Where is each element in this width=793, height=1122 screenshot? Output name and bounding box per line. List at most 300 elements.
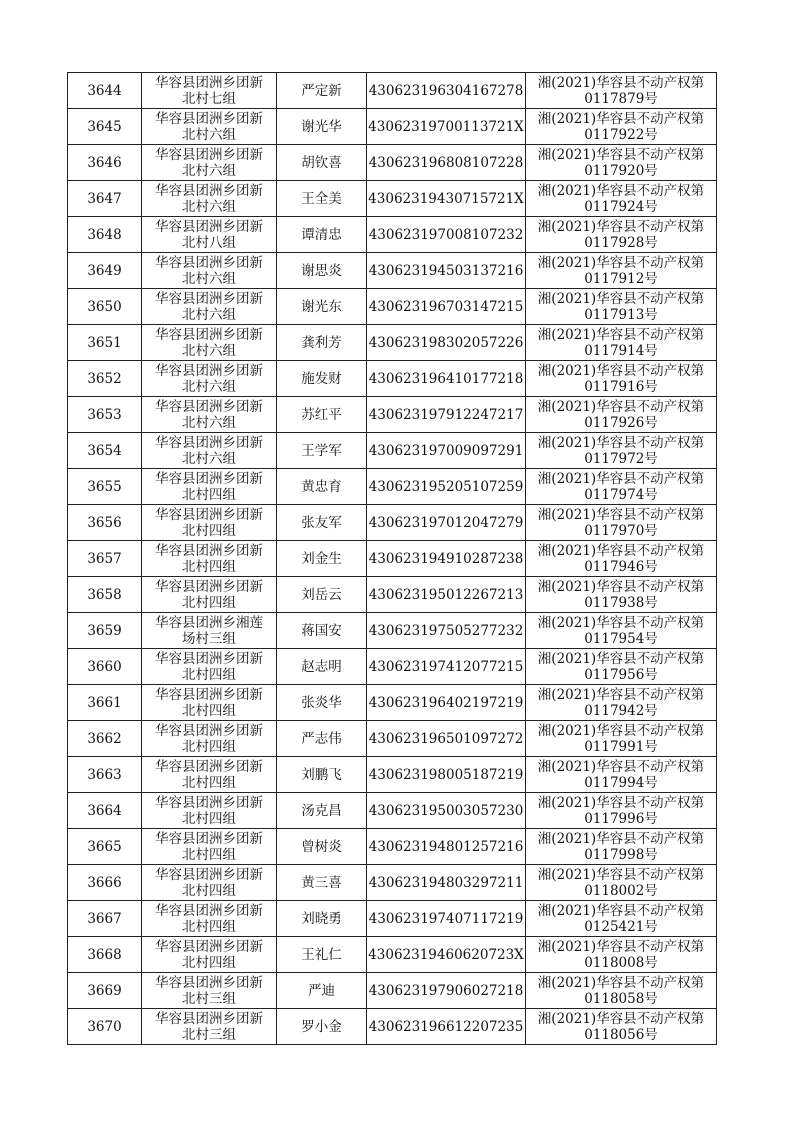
table-row — [68, 937, 717, 973]
address-line-1: 华容县团洲乡团新 — [155, 758, 263, 775]
address-line-2: 场村三组 — [182, 630, 236, 647]
address-line-2: 北村四组 — [182, 882, 236, 899]
table-row — [68, 685, 717, 721]
serial-number: 3655 — [87, 478, 122, 495]
id-number: 430623197009097291 — [368, 442, 524, 459]
certificate-cell — [526, 109, 717, 145]
certificate-cell — [526, 721, 717, 757]
id-number: 430623197012047279 — [368, 514, 524, 531]
owner-name-cell — [277, 325, 367, 361]
address-cell — [142, 253, 277, 289]
owner-name: 严迪 — [308, 982, 335, 999]
certificate-cell — [526, 73, 717, 109]
address-line-1: 华容县团洲乡湘莲 — [155, 614, 263, 631]
serial-number: 3652 — [87, 370, 122, 387]
id-number-cell — [367, 289, 526, 325]
certificate-cell — [526, 505, 717, 541]
certificate-line-2: 0118058号 — [584, 990, 658, 1007]
address-cell — [142, 541, 277, 577]
serial-number: 3649 — [87, 262, 122, 279]
owner-name-cell — [277, 397, 367, 433]
id-number-cell — [367, 361, 526, 397]
id-number-cell — [367, 433, 526, 469]
owner-name: 胡钦喜 — [301, 154, 342, 171]
owner-name: 谢光东 — [301, 298, 342, 315]
address-line-1: 华容县团洲乡团新 — [155, 398, 263, 415]
address-cell — [142, 73, 277, 109]
serial-number: 3645 — [87, 118, 122, 135]
address-line-1: 华容县团洲乡团新 — [155, 362, 263, 379]
id-number: 430623194910287238 — [368, 550, 524, 567]
certificate-cell — [526, 577, 717, 613]
owner-name-cell — [277, 649, 367, 685]
table-row — [68, 973, 717, 1009]
owner-name: 刘鹏飞 — [301, 766, 342, 783]
address-line-1: 华容县团洲乡团新 — [155, 506, 263, 523]
serial-number: 3667 — [87, 910, 122, 927]
certificate-line-2: 0117996号 — [584, 810, 658, 827]
table-row — [68, 217, 717, 253]
certificate-cell — [526, 253, 717, 289]
certificate-line-1: 湘(2021)华容县不动产权第 — [537, 722, 705, 739]
owner-name: 罗小金 — [301, 1018, 342, 1035]
table-row — [68, 757, 717, 793]
certificate-line-1: 湘(2021)华容县不动产权第 — [537, 146, 705, 163]
owner-name: 黄忠育 — [301, 478, 342, 495]
id-number-cell — [367, 649, 526, 685]
id-number-cell — [367, 109, 526, 145]
address-line-1: 华容县团洲乡团新 — [155, 1010, 263, 1027]
serial-number: 3651 — [87, 334, 122, 351]
address-line-2: 北村六组 — [182, 342, 236, 359]
address-line-2: 北村七组 — [182, 90, 236, 107]
certificate-line-2: 0117946号 — [584, 558, 658, 575]
serial-number: 3660 — [87, 658, 122, 675]
serial-number: 3666 — [87, 874, 122, 891]
serial-number: 3664 — [87, 802, 122, 819]
certificate-cell — [526, 613, 717, 649]
address-cell — [142, 829, 277, 865]
id-number-cell — [367, 937, 526, 973]
address-cell — [142, 469, 277, 505]
address-cell — [142, 793, 277, 829]
serial-number-cell — [68, 793, 142, 829]
registry-table — [67, 72, 717, 1045]
certificate-line-2: 0117912号 — [584, 270, 658, 287]
serial-number: 3669 — [87, 982, 122, 999]
owner-name-cell — [277, 541, 367, 577]
id-number-cell — [367, 145, 526, 181]
address-line-1: 华容县团洲乡团新 — [155, 470, 263, 487]
certificate-cell — [526, 685, 717, 721]
owner-name-cell — [277, 289, 367, 325]
serial-number: 3668 — [87, 946, 122, 963]
address-line-1: 华容县团洲乡团新 — [155, 578, 263, 595]
owner-name: 赵志明 — [301, 658, 342, 675]
serial-number-cell — [68, 397, 142, 433]
certificate-line-2: 0117938号 — [584, 594, 658, 611]
owner-name: 施发财 — [301, 370, 342, 387]
certificate-line-1: 湘(2021)华容县不动产权第 — [537, 182, 705, 199]
address-cell — [142, 181, 277, 217]
address-line-1: 华容县团洲乡团新 — [155, 290, 263, 307]
id-number-cell — [367, 73, 526, 109]
address-line-2: 北村四组 — [182, 774, 236, 791]
address-line-1: 华容县团洲乡团新 — [155, 974, 263, 991]
certificate-line-1: 湘(2021)华容县不动产权第 — [537, 542, 705, 559]
address-line-2: 北村四组 — [182, 558, 236, 575]
id-number-cell — [367, 757, 526, 793]
serial-number-cell — [68, 181, 142, 217]
id-number-cell — [367, 829, 526, 865]
serial-number: 3659 — [87, 622, 122, 639]
id-number: 430623198302057226 — [368, 334, 524, 351]
id-number: 430623195205107259 — [368, 478, 524, 495]
id-number-cell — [367, 253, 526, 289]
table-row — [68, 109, 717, 145]
id-number-cell — [367, 793, 526, 829]
owner-name: 王学军 — [301, 442, 342, 459]
certificate-cell — [526, 217, 717, 253]
serial-number-cell — [68, 829, 142, 865]
table-row — [68, 577, 717, 613]
address-line-1: 华容县团洲乡团新 — [155, 146, 263, 163]
table-row — [68, 145, 717, 181]
table-row — [68, 325, 717, 361]
certificate-cell — [526, 973, 717, 1009]
address-cell — [142, 361, 277, 397]
owner-name-cell — [277, 361, 367, 397]
serial-number: 3648 — [87, 226, 122, 243]
serial-number-cell — [68, 469, 142, 505]
address-line-2: 北村四组 — [182, 810, 236, 827]
certificate-line-2: 0125421号 — [584, 918, 658, 935]
certificate-cell — [526, 757, 717, 793]
owner-name: 龚利芳 — [301, 334, 342, 351]
owner-name-cell — [277, 577, 367, 613]
owner-name-cell — [277, 901, 367, 937]
serial-number-cell — [68, 505, 142, 541]
address-line-2: 北村四组 — [182, 954, 236, 971]
owner-name-cell — [277, 793, 367, 829]
owner-name: 严定新 — [301, 82, 342, 99]
address-line-2: 北村六组 — [182, 126, 236, 143]
id-number: 430623194801257216 — [368, 838, 524, 855]
certificate-line-2: 0117926号 — [584, 414, 658, 431]
address-line-2: 北村八组 — [182, 234, 236, 251]
address-cell — [142, 397, 277, 433]
address-cell — [142, 757, 277, 793]
owner-name: 严志伟 — [301, 730, 342, 747]
owner-name-cell — [277, 613, 367, 649]
certificate-cell — [526, 865, 717, 901]
address-line-1: 华容县团洲乡团新 — [155, 938, 263, 955]
owner-name-cell — [277, 109, 367, 145]
owner-name-cell — [277, 757, 367, 793]
serial-number-cell — [68, 973, 142, 1009]
serial-number-cell — [68, 253, 142, 289]
owner-name: 汤克昌 — [301, 802, 342, 819]
serial-number-cell — [68, 217, 142, 253]
serial-number-cell — [68, 649, 142, 685]
owner-name-cell — [277, 433, 367, 469]
id-number: 430623196410177218 — [368, 370, 524, 387]
id-number: 430623196501097272 — [368, 730, 524, 747]
certificate-line-1: 湘(2021)华容县不动产权第 — [537, 470, 705, 487]
serial-number-cell — [68, 721, 142, 757]
certificate-cell — [526, 937, 717, 973]
id-number: 430623195003057230 — [368, 802, 524, 819]
id-number-cell — [367, 217, 526, 253]
certificate-line-2: 0117879号 — [584, 90, 658, 107]
address-line-2: 北村六组 — [182, 198, 236, 215]
address-line-2: 北村四组 — [182, 486, 236, 503]
certificate-cell — [526, 541, 717, 577]
certificate-line-2: 0117914号 — [584, 342, 658, 359]
certificate-line-2: 0117924号 — [584, 198, 658, 215]
owner-name: 王礼仁 — [301, 946, 342, 963]
certificate-line-1: 湘(2021)华容县不动产权第 — [537, 614, 705, 631]
certificate-line-1: 湘(2021)华容县不动产权第 — [537, 362, 705, 379]
id-number: 430623194803297211 — [368, 874, 524, 891]
certificate-line-1: 湘(2021)华容县不动产权第 — [537, 974, 705, 991]
id-number: 430623197407117219 — [368, 910, 524, 927]
serial-number-cell — [68, 73, 142, 109]
id-number-cell — [367, 505, 526, 541]
address-line-2: 北村三组 — [182, 990, 236, 1007]
certificate-line-1: 湘(2021)华容县不动产权第 — [537, 686, 705, 703]
id-number: 430623196808107228 — [368, 154, 524, 171]
id-number: 430623198005187219 — [368, 766, 524, 783]
address-line-2: 北村六组 — [182, 378, 236, 395]
certificate-line-1: 湘(2021)华容县不动产权第 — [537, 110, 705, 127]
owner-name-cell — [277, 73, 367, 109]
id-number: 430623197505277232 — [368, 622, 524, 639]
certificate-line-1: 湘(2021)华容县不动产权第 — [537, 866, 705, 883]
certificate-line-2: 0117928号 — [584, 234, 658, 251]
id-number: 430623197906027218 — [368, 982, 524, 999]
table-row — [68, 253, 717, 289]
address-cell — [142, 1009, 277, 1045]
address-line-1: 华容县团洲乡团新 — [155, 830, 263, 847]
registry-table-body — [68, 73, 717, 1045]
address-cell — [142, 289, 277, 325]
address-cell — [142, 685, 277, 721]
id-number: 430623196703147215 — [368, 298, 524, 315]
serial-number: 3657 — [87, 550, 122, 567]
address-cell — [142, 505, 277, 541]
certificate-line-1: 湘(2021)华容县不动产权第 — [537, 326, 705, 343]
serial-number-cell — [68, 433, 142, 469]
certificate-cell — [526, 793, 717, 829]
table-row — [68, 73, 717, 109]
address-line-2: 北村四组 — [182, 918, 236, 935]
owner-name-cell — [277, 217, 367, 253]
id-number-cell — [367, 325, 526, 361]
table-row — [68, 865, 717, 901]
certificate-line-1: 湘(2021)华容县不动产权第 — [537, 938, 705, 955]
address-line-2: 北村四组 — [182, 666, 236, 683]
certificate-cell — [526, 829, 717, 865]
owner-name: 苏红平 — [301, 406, 342, 423]
owner-name-cell — [277, 181, 367, 217]
address-cell — [142, 109, 277, 145]
id-number-cell — [367, 1009, 526, 1045]
certificate-line-1: 湘(2021)华容县不动产权第 — [537, 290, 705, 307]
id-number: 430623196612207235 — [368, 1018, 524, 1035]
certificate-line-1: 湘(2021)华容县不动产权第 — [537, 902, 705, 919]
address-line-2: 北村六组 — [182, 450, 236, 467]
certificate-line-1: 湘(2021)华容县不动产权第 — [537, 650, 705, 667]
certificate-line-1: 湘(2021)华容县不动产权第 — [537, 74, 705, 91]
table-row — [68, 505, 717, 541]
certificate-line-2: 0117970号 — [584, 522, 658, 539]
address-line-1: 华容县团洲乡团新 — [155, 902, 263, 919]
id-number: 430623194503137216 — [368, 262, 524, 279]
address-line-2: 北村六组 — [182, 414, 236, 431]
serial-number: 3665 — [87, 838, 122, 855]
table-row — [68, 901, 717, 937]
certificate-cell — [526, 469, 717, 505]
serial-number-cell — [68, 937, 142, 973]
serial-number: 3658 — [87, 586, 122, 603]
certificate-line-2: 0117974号 — [584, 486, 658, 503]
address-cell — [142, 649, 277, 685]
owner-name: 刘金生 — [301, 550, 342, 567]
serial-number: 3663 — [87, 766, 122, 783]
address-line-2: 北村四组 — [182, 702, 236, 719]
owner-name-cell — [277, 505, 367, 541]
certificate-cell — [526, 289, 717, 325]
certificate-line-1: 湘(2021)华容县不动产权第 — [537, 578, 705, 595]
certificate-line-2: 0117922号 — [584, 126, 658, 143]
table-row — [68, 649, 717, 685]
address-cell — [142, 937, 277, 973]
serial-number-cell — [68, 613, 142, 649]
owner-name-cell — [277, 145, 367, 181]
certificate-line-1: 湘(2021)华容县不动产权第 — [537, 794, 705, 811]
serial-number-cell — [68, 1009, 142, 1045]
certificate-cell — [526, 181, 717, 217]
address-line-2: 北村三组 — [182, 1026, 236, 1043]
serial-number-cell — [68, 325, 142, 361]
owner-name: 刘晓勇 — [301, 910, 342, 927]
certificate-line-2: 0117991号 — [584, 738, 658, 755]
address-line-1: 华容县团洲乡团新 — [155, 326, 263, 343]
certificate-line-2: 0117954号 — [584, 630, 658, 647]
certificate-line-1: 湘(2021)华容县不动产权第 — [537, 434, 705, 451]
id-number-cell — [367, 577, 526, 613]
table-row — [68, 289, 717, 325]
address-line-2: 北村六组 — [182, 270, 236, 287]
id-number: 430623196304167278 — [368, 82, 524, 99]
table-row — [68, 793, 717, 829]
owner-name: 王全美 — [301, 190, 342, 207]
owner-name: 谢光华 — [301, 118, 342, 135]
owner-name-cell — [277, 1009, 367, 1045]
certificate-line-2: 0117998号 — [584, 846, 658, 863]
address-line-1: 华容县团洲乡团新 — [155, 254, 263, 271]
serial-number-cell — [68, 685, 142, 721]
certificate-cell — [526, 325, 717, 361]
address-cell — [142, 865, 277, 901]
certificate-cell — [526, 433, 717, 469]
table-row — [68, 829, 717, 865]
certificate-line-2: 0118008号 — [584, 954, 658, 971]
certificate-line-2: 0117942号 — [584, 702, 658, 719]
serial-number: 3670 — [87, 1018, 122, 1035]
address-cell — [142, 577, 277, 613]
serial-number: 3650 — [87, 298, 122, 315]
owner-name: 蒋国安 — [301, 622, 342, 639]
owner-name: 谭清忠 — [301, 226, 342, 243]
certificate-line-2: 0118002号 — [584, 882, 658, 899]
serial-number-cell — [68, 109, 142, 145]
certificate-line-1: 湘(2021)华容县不动产权第 — [537, 830, 705, 847]
certificate-line-2: 0117916号 — [584, 378, 658, 395]
certificate-cell — [526, 361, 717, 397]
serial-number: 3644 — [87, 82, 122, 99]
owner-name-cell — [277, 973, 367, 1009]
serial-number-cell — [68, 865, 142, 901]
table-row — [68, 361, 717, 397]
id-number: 430623195012267213 — [368, 586, 524, 603]
certificate-line-2: 0117956号 — [584, 666, 658, 683]
serial-number-cell — [68, 901, 142, 937]
address-line-1: 华容县团洲乡团新 — [155, 650, 263, 667]
address-line-1: 华容县团洲乡团新 — [155, 794, 263, 811]
owner-name: 曾树炎 — [301, 838, 342, 855]
owner-name: 黄三喜 — [301, 874, 342, 891]
id-number: 43062319700113721X — [368, 118, 524, 135]
table-row — [68, 541, 717, 577]
id-number-cell — [367, 973, 526, 1009]
id-number-cell — [367, 181, 526, 217]
table-row — [68, 181, 717, 217]
id-number-cell — [367, 685, 526, 721]
id-number-cell — [367, 541, 526, 577]
id-number: 43062319460620723X — [368, 946, 524, 963]
address-line-2: 北村六组 — [182, 162, 236, 179]
serial-number-cell — [68, 757, 142, 793]
certificate-cell — [526, 649, 717, 685]
table-row — [68, 397, 717, 433]
id-number: 430623197412077215 — [368, 658, 524, 675]
address-line-1: 华容县团洲乡团新 — [155, 182, 263, 199]
id-number: 43062319430715721X — [368, 190, 524, 207]
address-line-1: 华容县团洲乡团新 — [155, 542, 263, 559]
address-line-1: 华容县团洲乡团新 — [155, 110, 263, 127]
address-line-1: 华容县团洲乡团新 — [155, 434, 263, 451]
address-cell — [142, 217, 277, 253]
owner-name-cell — [277, 829, 367, 865]
owner-name-cell — [277, 937, 367, 973]
serial-number-cell — [68, 361, 142, 397]
address-cell — [142, 325, 277, 361]
serial-number-cell — [68, 145, 142, 181]
table-row — [68, 721, 717, 757]
serial-number-cell — [68, 577, 142, 613]
owner-name: 张友军 — [301, 514, 342, 531]
certificate-line-2: 0117994号 — [584, 774, 658, 791]
owner-name-cell — [277, 253, 367, 289]
address-line-1: 华容县团洲乡团新 — [155, 866, 263, 883]
serial-number: 3654 — [87, 442, 122, 459]
address-cell — [142, 613, 277, 649]
serial-number-cell — [68, 541, 142, 577]
address-line-2: 北村四组 — [182, 594, 236, 611]
certificate-line-1: 湘(2021)华容县不动产权第 — [537, 758, 705, 775]
